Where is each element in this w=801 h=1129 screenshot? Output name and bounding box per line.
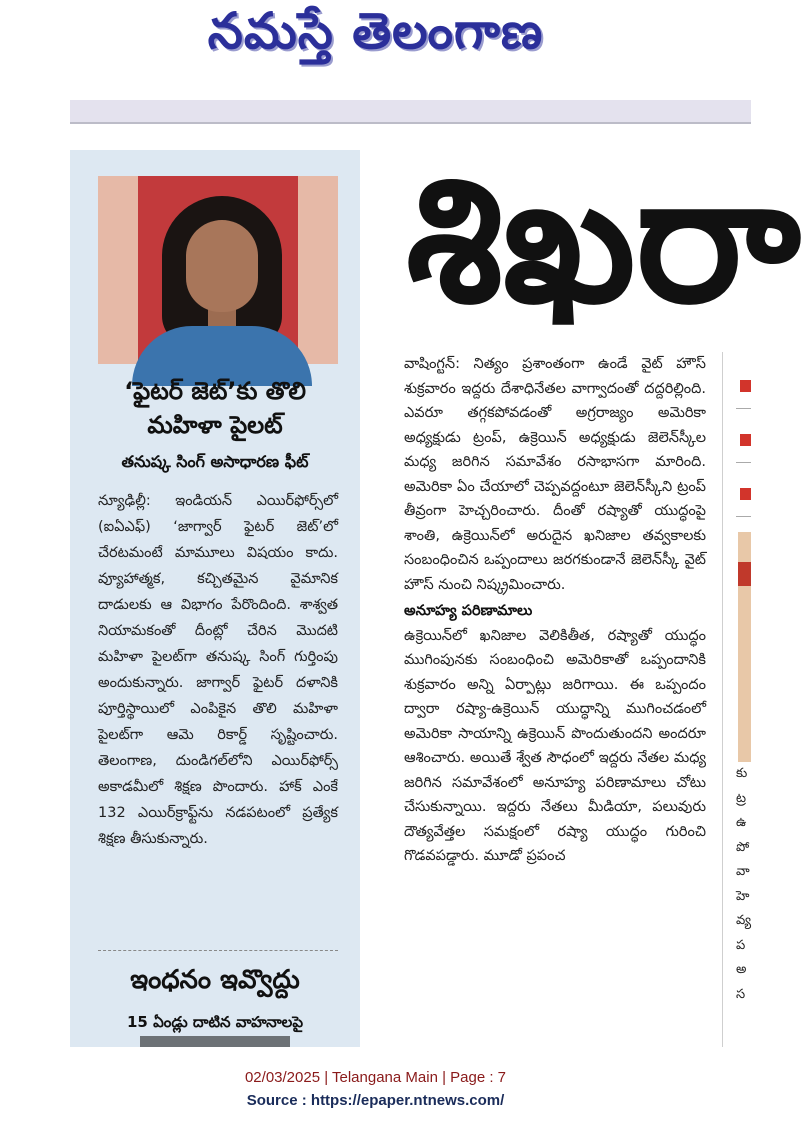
masthead (0, 0, 751, 75)
sidebar-subheadline: తనుష్క సింగ్ అసాధారణ ఫీట్ (121, 452, 309, 471)
main-headline: శిఖరా (406, 137, 801, 342)
bullet-marker (740, 434, 751, 446)
article-subhead: అనూహ్య పరిణామాలు (404, 603, 533, 619)
column-divider (722, 352, 723, 1047)
newspaper-logo: నమస్తే తెలంగాణ (207, 2, 544, 60)
pilot-photo (98, 176, 338, 364)
source-link[interactable]: Source : https://epaper.ntnews.com/ (246, 1092, 505, 1109)
adjacent-column-fragment (736, 352, 751, 1047)
divider (736, 408, 751, 409)
footer (0, 1066, 751, 1112)
sidebar-headline-2: ఇంధనం ఇవ్వొద్దు (130, 965, 300, 995)
bullet-marker (740, 488, 751, 500)
divider (98, 950, 338, 951)
article-paragraph: వాషింగ్టన్: నిత్యం ప్రశాంతంగా ఉండే వైట్ హౌస్ శుక్రవారం ఇద్దరు దేశాధినేతల వాగ్వాదంతో దద్దరిల్లింది. ఎవరూ తగ్గకపోవడంతో అగ్రరాజ్యం అమెరికా అధ్యక్షుడు ట్రంప్, ఉక్రెయిన్ అధ్యక్షుడు జెలెన్‌స్కీల మధ్య జరిగిన సమావేశం రసాభాసగా మారింది. అమెరికా ఏం చేయాలో చెప్పవద్దంటూ జెలెన్‌స్కీని ట్రంప్ తీవ్రంగా హెచ్చరించారు. దీంతో రష్యాతో యుద్ధంపై శాంతి, ఉక్రెయిన్‌లో అరుదైన ఖనిజాల తవ్వకాలకు సంబంధించిన ఒప్పందాలు జరగకుండానే జెలెన్‌స్కీ వైట్ హౌస్ నుంచి నిష్క్రమించారు. (404, 356, 706, 593)
main-article-body (404, 352, 706, 869)
article-paragraph: ఉక్రెయిన్‌లో ఖనిజాల వెలికితీత, రష్యాతో యుద్ధం ముగింపునకు సంబంధించి అమెరికాతో ఒప్పందానికి శుక్రవారం అన్ని ఏర్పాట్లు జరిగాయి. ఈ ఒప్పందం ద్వారా రష్యా-ఉక్రెయిన్ యుద్ధాన్ని ముగించడంలో అమెరికా సాయాన్ని ఉక్రెయిన్ పొందుతుందని అందరూ ఆశించారు. అయితే శ్వేత సౌధంలో ఇద్దరు నేతల మధ్య జరిగిన సమావేశంలో అనూహ్య పరిణామాలు చోటు చేసుకున్నాయి. ఇద్దరు నేతలు మీడియా, పలువురు దౌత్యవేత్తల సమక్షంలో రష్యా యుద్ధం గురించి గొడవపడ్డారు. మూడో ప్రపంచ (404, 627, 706, 864)
edition-info: 02/03/2025 | Telangana Main | Page : 7 (244, 1069, 507, 1086)
bullet-marker (740, 380, 751, 392)
cropped-photo (738, 532, 751, 762)
sidebar-story (70, 150, 360, 1047)
divider (736, 462, 751, 463)
sidebar-subheadline-2: 15 ఏండ్లు దాటిన వాహనాలపై (127, 1013, 303, 1031)
sidebar-body-text: న్యూఢిల్లీ: ఇండియన్ ఎయిర్‌ఫోర్స్‌లో (ఐఏఎఫ్) ‘జాగ్వార్ ఫైటర్ జెట్’లో చేరటమంటే మామూలు విషయం కాదు. వ్యూహాత్మక, కచ్చితమైన వైమానిక దాడులకు ఆ విభాగం పేరొందింది. శాశ్వత నియామకంతో దీంట్లో చేరిన మొదటి మహిళా పైలట్‌గా తనుష్క సింగ్ గుర్తింపు అందుకున్నారు. జాగ్వార్ ఫైటర్ దళానికి పూర్తిస్థాయిలో ఎంపికైన తొలి మహిళా పైలట్‌గా ఆమె రికార్డ్ సృష్టించారు. తెలంగాణ, దుండిగల్‌లోని ఎయిర్‌ఫోర్స్ అకాడమీలో శిక్షణ పొందారు. హాక్ ఎంకే 132 ఎయిర్‌క్రాఫ్ట్‌ను నడపటంలో ప్రత్యేక శిక్షణ తీసుకున్నారు. (98, 493, 338, 847)
cut-off-text-line (140, 1036, 290, 1047)
top-banner-strip (70, 100, 751, 124)
sidebar-headline: ‘ఫైటర్ జెట్’కు తొలి మహిళా పైలట్ (124, 377, 306, 439)
divider (736, 516, 751, 517)
cut-off-column-text: కు ట్ర ఉ పో వా హె వ్య ప అ స (736, 766, 752, 1002)
